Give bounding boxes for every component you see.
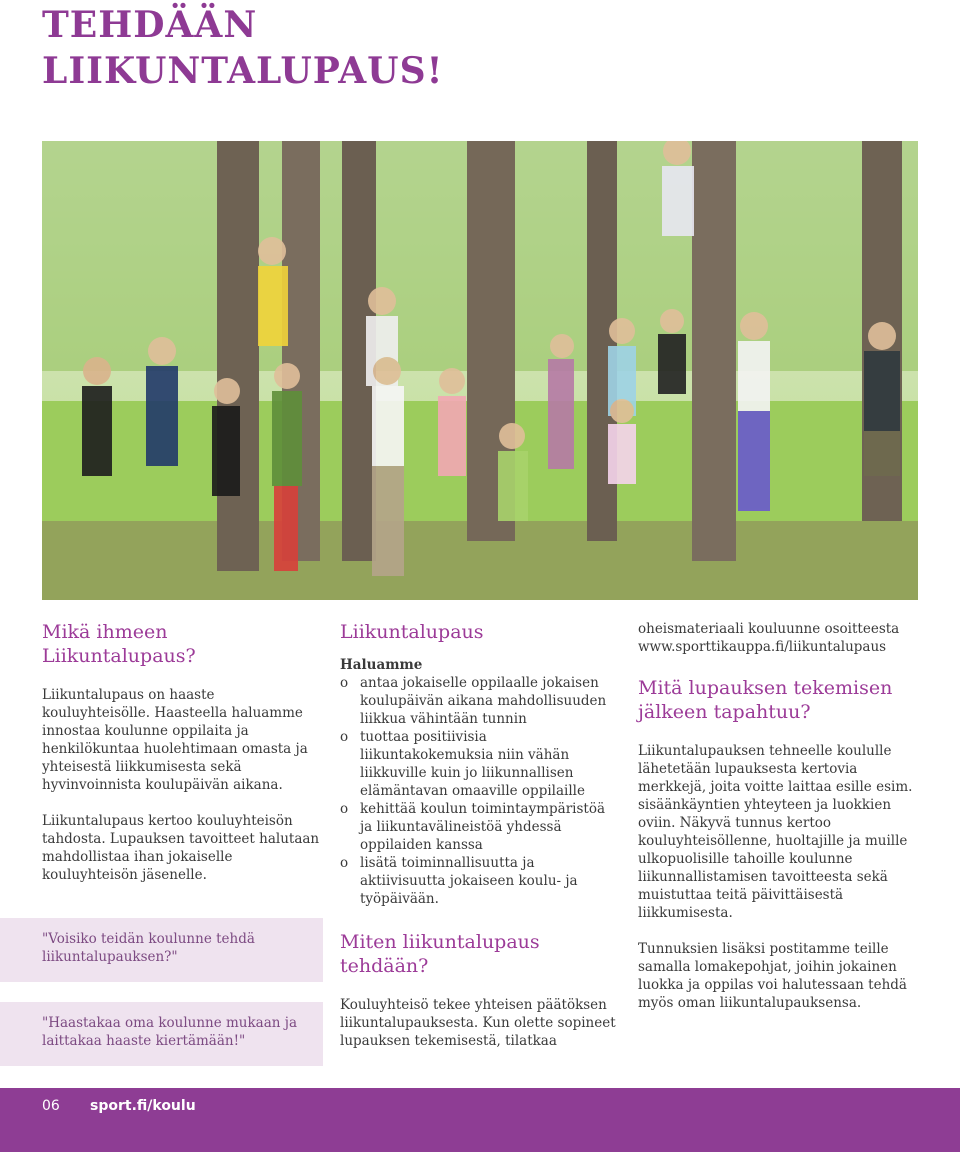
heading-line: jälkeen tapahtuu? <box>638 701 811 723</box>
pull-quote-2: "Haastakaa oma koulunne mukaan ja laittakaa haaste kiertämään!" <box>0 1002 323 1066</box>
page-footer <box>0 1088 960 1152</box>
list-item-text: antaa jokaiselle oppilaalle jokaisen koulupäivän aikana mahdollisuuden liikkua vähintään tunnin <box>360 675 607 727</box>
goals-list <box>340 674 620 908</box>
column-right <box>638 620 920 1012</box>
how-paragraph: Kouluyhteisö tekee yhteisen päätöksen liikuntalupauksesta. Kun olette sopineet lupauksen tekemisestä, tilatkaa <box>340 997 616 1049</box>
list-item <box>340 674 620 728</box>
list-item <box>340 854 620 908</box>
section-heading-promise: Liikuntalupaus <box>340 621 484 643</box>
bullet-marker: o <box>340 855 349 871</box>
list-item-text: lisätä toiminnallisuutta ja aktiivisuutta jokaiseen koulu- ja työpäivään. <box>360 855 578 907</box>
children-jumping-photo <box>42 141 918 600</box>
column-left <box>42 620 322 884</box>
section-heading-how <box>340 930 620 978</box>
section-heading-after <box>638 676 920 724</box>
heading-line: Mikä ihmeen <box>42 621 168 643</box>
headline-line-1: TEHDÄÄN <box>42 4 258 46</box>
list-lead: Haluamme <box>340 657 423 673</box>
heading-line: Mitä lupauksen tekemisen <box>638 677 893 699</box>
list-item-text: kehittää koulun toimintaympäristöä ja liikuntavälineistöä yhdessä oppilaiden kanssa <box>360 801 605 853</box>
hero-photo <box>42 141 918 600</box>
pull-quote-1: "Voisiko teidän koulunne tehdä liikuntalupauksen?" <box>0 918 323 982</box>
column-middle <box>340 620 620 1050</box>
bullet-marker: o <box>340 675 349 691</box>
footer-site-link[interactable]: sport.fi/koulu <box>90 1098 196 1114</box>
page-number: 06 <box>42 1098 60 1114</box>
headline-line-2: LIIKUNTALUPAUS! <box>42 50 444 92</box>
bullet-marker: o <box>340 801 349 817</box>
intro-paragraph: Liikuntalupaus on haaste kouluyhteisölle. Haasteella haluamme innostaa koulunne oppilaita ja henkilökuntaa huolehtimaan omasta ja yhteisestä liikkumisesta sekä hyvinvoinnista koulupäivän aikana. <box>42 687 308 793</box>
bullet-marker: o <box>340 729 349 745</box>
heading-line: tehdään? <box>340 955 429 977</box>
list-item-text: tuottaa positiivisia liikuntakokemuksia niin vähän liikkuville kuin jo liikunnallisen elämäntavan omaaville oppilaille <box>360 729 585 799</box>
heading-line: Miten liikuntalupaus <box>340 931 540 953</box>
second-paragraph: Liikuntalupaus kertoo kouluyhteisön tahdosta. Lupauksen tavoitteet halutaan mahdollistaa ihan jokaiselle kouluyhteisön jäsenelle. <box>42 813 320 883</box>
heading-line: Liikuntalupaus? <box>42 645 196 667</box>
order-note: oheismateriaali kouluunne osoitteesta www.sporttikauppa.fi/liikuntalupaus <box>638 621 900 655</box>
forms-paragraph: Tunnuksien lisäksi postitamme teille samalla lomakepohjat, joihin jokainen luokka ja oppilas voi halutessaan tehdä myös oman liikuntalupauksensa. <box>638 941 907 1011</box>
section-heading-what <box>42 620 322 668</box>
list-item <box>340 800 620 854</box>
page-headline <box>42 2 443 94</box>
after-paragraph: Liikuntalupauksen tehneelle koululle lähetetään lupauksesta kertovia merkkejä, joita voitte laittaa esille esim. sisäänkäyntien yhteyteen ja luokkien oviin. Näkyvä tunnus kertoo kouluyhteisöllenne, huoltajille ja muille ulkopuolisille tahoille koulunne liikunnallistamisen tavoitteesta sekä muistuttaa teitä päivittäisestä liikkumisesta. <box>638 743 913 921</box>
list-item <box>340 728 620 800</box>
